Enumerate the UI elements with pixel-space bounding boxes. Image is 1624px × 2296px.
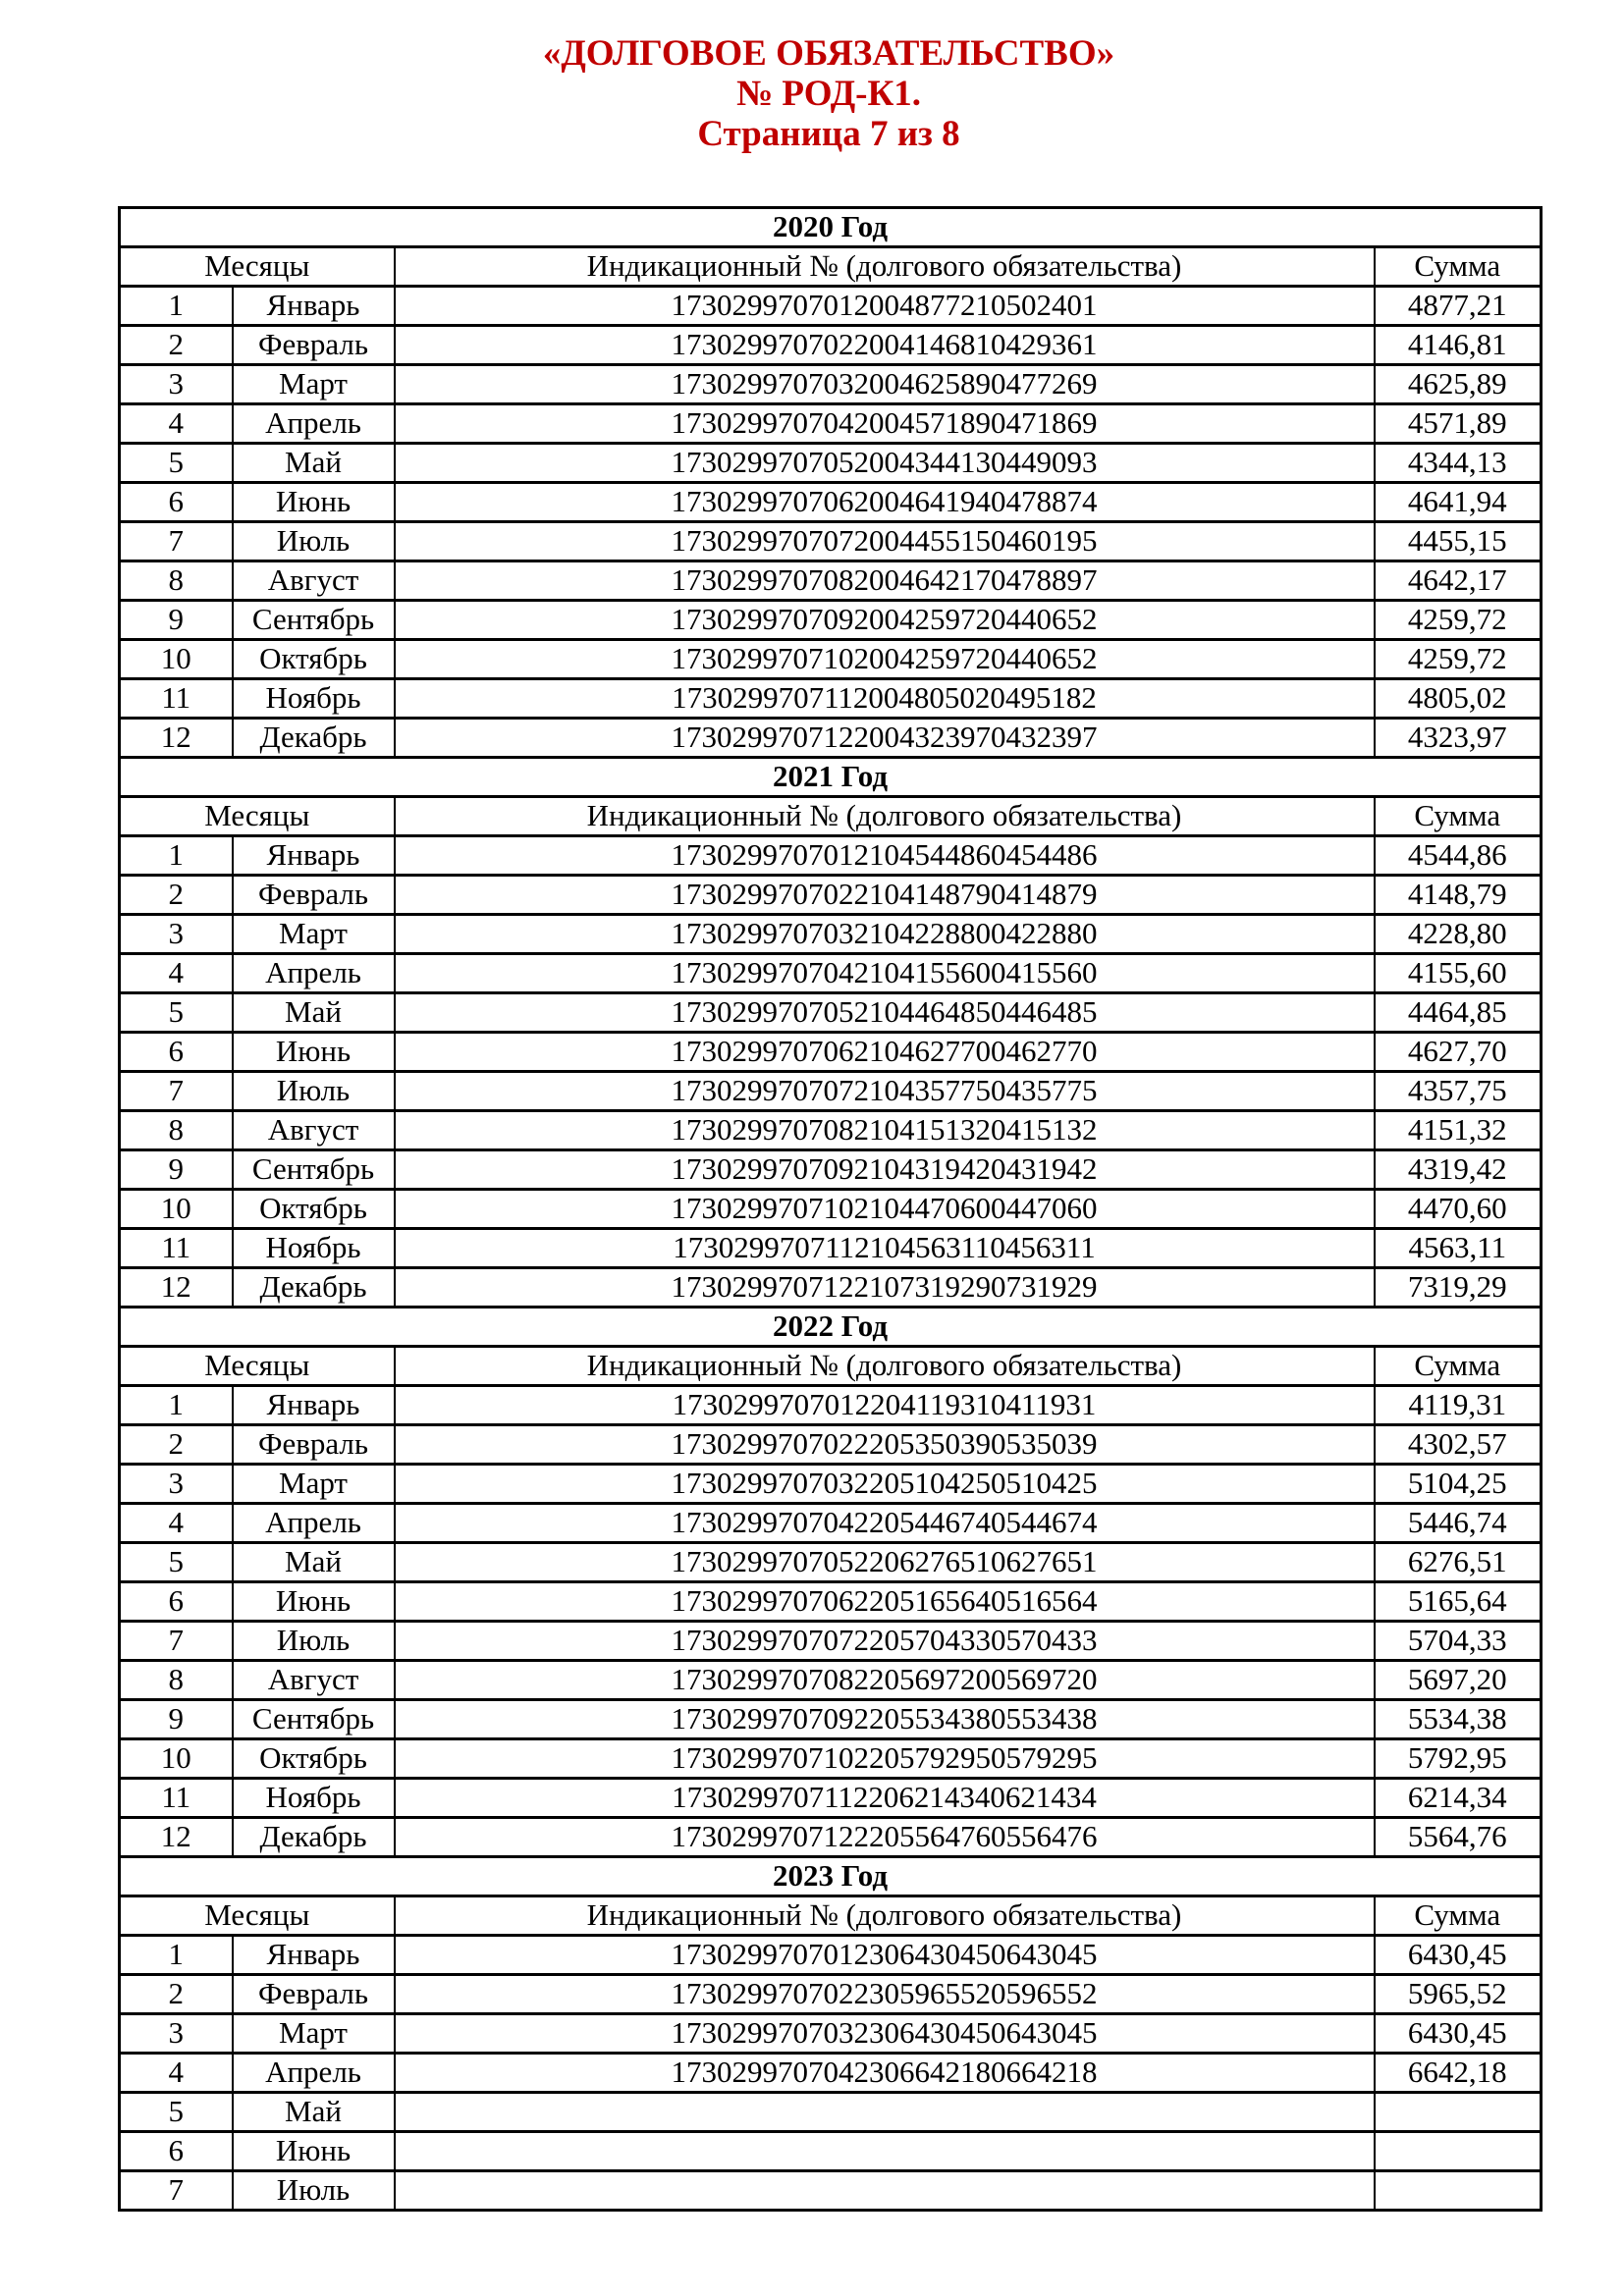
sum-cell: 4627,70 bbox=[1375, 1033, 1542, 1072]
sum-cell: 5165,64 bbox=[1375, 1582, 1542, 1622]
month-cell: Июль bbox=[233, 2171, 395, 2211]
table-row bbox=[120, 2054, 1542, 2093]
months-column-header: Месяцы bbox=[120, 797, 395, 836]
row-number-cell: 5 bbox=[120, 444, 233, 483]
sum-column-header: Сумма bbox=[1375, 797, 1542, 836]
sum-cell: 5704,33 bbox=[1375, 1622, 1542, 1661]
month-cell: Апрель bbox=[233, 404, 395, 444]
row-number-cell: 7 bbox=[120, 2171, 233, 2211]
table-row bbox=[120, 993, 1542, 1033]
year-header-cell: 2020 Год bbox=[120, 208, 1542, 247]
row-number-cell: 7 bbox=[120, 1622, 233, 1661]
indication-number-cell: 1730299707012204119310411931 bbox=[395, 1386, 1375, 1425]
indication-number-cell: 1730299707052004344130449093 bbox=[395, 444, 1375, 483]
table-row bbox=[120, 1386, 1542, 1425]
indication-number-cell: 1730299707032306430450643045 bbox=[395, 2014, 1375, 2054]
row-number-cell: 9 bbox=[120, 1150, 233, 1190]
sum-cell: 4544,86 bbox=[1375, 836, 1542, 876]
sum-cell: 4571,89 bbox=[1375, 404, 1542, 444]
row-number-cell: 9 bbox=[120, 1700, 233, 1739]
indication-number-cell: 1730299707122107319290731929 bbox=[395, 1268, 1375, 1308]
indication-number-cell: 1730299707042205446740544674 bbox=[395, 1504, 1375, 1543]
sum-cell bbox=[1375, 2171, 1542, 2211]
table-row bbox=[120, 1739, 1542, 1779]
row-number-cell: 6 bbox=[120, 483, 233, 522]
sum-cell: 4319,42 bbox=[1375, 1150, 1542, 1190]
page-indicator: Страница 7 из 8 bbox=[697, 114, 960, 154]
indication-column-header: Индикационный № (долгового обязательства) bbox=[395, 1347, 1375, 1386]
month-cell: Февраль bbox=[233, 876, 395, 915]
row-number-cell: 4 bbox=[120, 404, 233, 444]
indication-number-cell: 1730299707012104544860454486 bbox=[395, 836, 1375, 876]
indication-number-cell: 1730299707112206214340621434 bbox=[395, 1779, 1375, 1818]
table-row bbox=[120, 1700, 1542, 1739]
indication-number-cell: 1730299707032004625890477269 bbox=[395, 365, 1375, 404]
month-cell: Май bbox=[233, 2093, 395, 2132]
indication-number-cell: 1730299707072205704330570433 bbox=[395, 1622, 1375, 1661]
month-cell: Июль bbox=[233, 1072, 395, 1111]
month-cell: Июнь bbox=[233, 2132, 395, 2171]
indication-number-cell: 1730299707092004259720440652 bbox=[395, 601, 1375, 640]
row-number-cell: 1 bbox=[120, 1936, 233, 1975]
month-cell: Октябрь bbox=[233, 1739, 395, 1779]
table-row bbox=[120, 404, 1542, 444]
month-cell: Апрель bbox=[233, 1504, 395, 1543]
indication-number-cell: 1730299707022104148790414879 bbox=[395, 876, 1375, 915]
table-row bbox=[120, 2132, 1542, 2171]
table-row bbox=[120, 287, 1542, 326]
row-number-cell: 6 bbox=[120, 1033, 233, 1072]
sum-column-header: Сумма bbox=[1375, 247, 1542, 287]
sum-cell: 4151,32 bbox=[1375, 1111, 1542, 1150]
table-row bbox=[120, 679, 1542, 719]
row-number-cell: 8 bbox=[120, 561, 233, 601]
indication-number-cell: 1730299707052206276510627651 bbox=[395, 1543, 1375, 1582]
row-number-cell: 7 bbox=[120, 522, 233, 561]
sum-cell: 4259,72 bbox=[1375, 640, 1542, 679]
month-cell: Апрель bbox=[233, 954, 395, 993]
indication-number-cell bbox=[395, 2132, 1375, 2171]
indication-number-cell: 1730299707012306430450643045 bbox=[395, 1936, 1375, 1975]
row-number-cell: 2 bbox=[120, 1425, 233, 1465]
month-cell: Май bbox=[233, 993, 395, 1033]
sum-cell: 4259,72 bbox=[1375, 601, 1542, 640]
row-number-cell: 8 bbox=[120, 1111, 233, 1150]
month-cell: Август bbox=[233, 1661, 395, 1700]
month-cell: Март bbox=[233, 365, 395, 404]
sum-cell: 4148,79 bbox=[1375, 876, 1542, 915]
sum-cell: 5965,52 bbox=[1375, 1975, 1542, 2014]
table-row bbox=[120, 1072, 1542, 1111]
month-cell: Сентябрь bbox=[233, 1700, 395, 1739]
table-row bbox=[120, 1268, 1542, 1308]
sum-cell: 5697,20 bbox=[1375, 1661, 1542, 1700]
indication-number-cell bbox=[395, 2171, 1375, 2211]
column-header-row bbox=[120, 1896, 1542, 1936]
row-number-cell: 4 bbox=[120, 1504, 233, 1543]
row-number-cell: 2 bbox=[120, 326, 233, 365]
row-number-cell: 1 bbox=[120, 287, 233, 326]
table-row bbox=[120, 1111, 1542, 1150]
month-cell: Сентябрь bbox=[233, 1150, 395, 1190]
sum-cell: 4146,81 bbox=[1375, 326, 1542, 365]
month-cell: Апрель bbox=[233, 2054, 395, 2093]
year-header-row bbox=[120, 208, 1542, 247]
month-cell: Декабрь bbox=[233, 1268, 395, 1308]
year-header-cell: 2022 Год bbox=[120, 1308, 1542, 1347]
month-cell: Январь bbox=[233, 836, 395, 876]
table-row bbox=[120, 876, 1542, 915]
indication-number-cell: 1730299707042104155600415560 bbox=[395, 954, 1375, 993]
month-cell: Январь bbox=[233, 1936, 395, 1975]
months-column-header: Месяцы bbox=[120, 247, 395, 287]
sum-cell: 4155,60 bbox=[1375, 954, 1542, 993]
table-row bbox=[120, 1465, 1542, 1504]
indication-number-cell: 1730299707082004642170478897 bbox=[395, 561, 1375, 601]
indication-number-cell: 1730299707072104357750435775 bbox=[395, 1072, 1375, 1111]
month-cell: Январь bbox=[233, 287, 395, 326]
column-header-row bbox=[120, 1347, 1542, 1386]
month-cell: Июнь bbox=[233, 1033, 395, 1072]
column-header-row bbox=[120, 797, 1542, 836]
row-number-cell: 5 bbox=[120, 2093, 233, 2132]
sum-column-header: Сумма bbox=[1375, 1896, 1542, 1936]
row-number-cell: 12 bbox=[120, 1268, 233, 1308]
month-cell: Май bbox=[233, 444, 395, 483]
table-row bbox=[120, 1936, 1542, 1975]
indication-number-cell: 1730299707122004323970432397 bbox=[395, 719, 1375, 758]
sum-cell: 6642,18 bbox=[1375, 2054, 1542, 2093]
month-cell: Декабрь bbox=[233, 1818, 395, 1857]
month-cell: Май bbox=[233, 1543, 395, 1582]
sum-cell bbox=[1375, 2132, 1542, 2171]
table-row bbox=[120, 2093, 1542, 2132]
indication-column-header: Индикационный № (долгового обязательства) bbox=[395, 797, 1375, 836]
row-number-cell: 3 bbox=[120, 2014, 233, 2054]
debt-obligations-table bbox=[118, 206, 1543, 2212]
indication-number-cell: 1730299707022305965520596552 bbox=[395, 1975, 1375, 2014]
indication-number-cell: 1730299707042306642180664218 bbox=[395, 2054, 1375, 2093]
year-header-row bbox=[120, 1857, 1542, 1896]
table-row bbox=[120, 1190, 1542, 1229]
month-cell: Февраль bbox=[233, 1425, 395, 1465]
sum-cell: 7319,29 bbox=[1375, 1268, 1542, 1308]
row-number-cell: 8 bbox=[120, 1661, 233, 1700]
table-row bbox=[120, 1504, 1542, 1543]
sum-cell: 6214,34 bbox=[1375, 1779, 1542, 1818]
indication-column-header: Индикационный № (долгового обязательства) bbox=[395, 1896, 1375, 1936]
table-row bbox=[120, 1622, 1542, 1661]
indication-number-cell: 1730299707062104627700462770 bbox=[395, 1033, 1375, 1072]
row-number-cell: 10 bbox=[120, 1739, 233, 1779]
sum-cell: 4877,21 bbox=[1375, 287, 1542, 326]
row-number-cell: 2 bbox=[120, 876, 233, 915]
table-row bbox=[120, 1229, 1542, 1268]
row-number-cell: 11 bbox=[120, 1229, 233, 1268]
month-cell: Февраль bbox=[233, 326, 395, 365]
month-cell: Июнь bbox=[233, 483, 395, 522]
table-row bbox=[120, 1033, 1542, 1072]
indication-number-cell: 1730299707112004805020495182 bbox=[395, 679, 1375, 719]
indication-number-cell: 1730299707022205350390535039 bbox=[395, 1425, 1375, 1465]
table-row bbox=[120, 522, 1542, 561]
sum-cell: 4344,13 bbox=[1375, 444, 1542, 483]
sum-cell: 6276,51 bbox=[1375, 1543, 1542, 1582]
sum-cell: 6430,45 bbox=[1375, 1936, 1542, 1975]
sum-cell: 4464,85 bbox=[1375, 993, 1542, 1033]
row-number-cell: 12 bbox=[120, 1818, 233, 1857]
sum-cell: 5564,76 bbox=[1375, 1818, 1542, 1857]
indication-number-cell: 1730299707112104563110456311 bbox=[395, 1229, 1375, 1268]
row-number-cell: 9 bbox=[120, 601, 233, 640]
sum-cell: 4470,60 bbox=[1375, 1190, 1542, 1229]
row-number-cell: 3 bbox=[120, 365, 233, 404]
sum-cell: 4228,80 bbox=[1375, 915, 1542, 954]
indication-number-cell: 1730299707082205697200569720 bbox=[395, 1661, 1375, 1700]
table-row bbox=[120, 2014, 1542, 2054]
sum-cell: 4805,02 bbox=[1375, 679, 1542, 719]
row-number-cell: 11 bbox=[120, 1779, 233, 1818]
month-cell: Сентябрь bbox=[233, 601, 395, 640]
table-row bbox=[120, 561, 1542, 601]
month-cell: Март bbox=[233, 1465, 395, 1504]
indication-number-cell: 1730299707072004455150460195 bbox=[395, 522, 1375, 561]
year-header-row bbox=[120, 1308, 1542, 1347]
sum-cell: 5792,95 bbox=[1375, 1739, 1542, 1779]
row-number-cell: 10 bbox=[120, 1190, 233, 1229]
indication-number-cell: 1730299707012004877210502401 bbox=[395, 287, 1375, 326]
months-column-header: Месяцы bbox=[120, 1896, 395, 1936]
year-header-row bbox=[120, 758, 1542, 797]
month-cell: Декабрь bbox=[233, 719, 395, 758]
indication-number-cell: 1730299707032205104250510425 bbox=[395, 1465, 1375, 1504]
sum-cell: 5104,25 bbox=[1375, 1465, 1542, 1504]
indication-number-cell: 1730299707042004571890471869 bbox=[395, 404, 1375, 444]
row-number-cell: 7 bbox=[120, 1072, 233, 1111]
month-cell: Март bbox=[233, 915, 395, 954]
table-row bbox=[120, 836, 1542, 876]
row-number-cell: 5 bbox=[120, 993, 233, 1033]
sum-cell: 4625,89 bbox=[1375, 365, 1542, 404]
table-row bbox=[120, 954, 1542, 993]
row-number-cell: 10 bbox=[120, 640, 233, 679]
indication-number-cell: 1730299707062205165640516564 bbox=[395, 1582, 1375, 1622]
row-number-cell: 2 bbox=[120, 1975, 233, 2014]
indication-number-cell: 1730299707032104228800422880 bbox=[395, 915, 1375, 954]
month-cell: Ноябрь bbox=[233, 1779, 395, 1818]
row-number-cell: 1 bbox=[120, 836, 233, 876]
table-row bbox=[120, 915, 1542, 954]
sum-cell: 6430,45 bbox=[1375, 2014, 1542, 2054]
row-number-cell: 5 bbox=[120, 1543, 233, 1582]
document-header bbox=[118, 33, 1540, 154]
indication-number-cell: 1730299707122205564760556476 bbox=[395, 1818, 1375, 1857]
table-row bbox=[120, 444, 1542, 483]
document-title: «ДОЛГОВОЕ ОБЯЗАТЕЛЬСТВО» bbox=[542, 33, 1115, 74]
row-number-cell: 3 bbox=[120, 1465, 233, 1504]
row-number-cell: 12 bbox=[120, 719, 233, 758]
month-cell: Июнь bbox=[233, 1582, 395, 1622]
sum-cell: 4119,31 bbox=[1375, 1386, 1542, 1425]
row-number-cell: 4 bbox=[120, 2054, 233, 2093]
sum-cell: 5446,74 bbox=[1375, 1504, 1542, 1543]
table-row bbox=[120, 1779, 1542, 1818]
indication-number-cell: 1730299707102004259720440652 bbox=[395, 640, 1375, 679]
table-row bbox=[120, 483, 1542, 522]
sum-cell: 4323,97 bbox=[1375, 719, 1542, 758]
month-cell: Июль bbox=[233, 522, 395, 561]
indication-column-header: Индикационный № (долгового обязательства) bbox=[395, 247, 1375, 287]
indication-number-cell: 1730299707082104151320415132 bbox=[395, 1111, 1375, 1150]
column-header-row bbox=[120, 247, 1542, 287]
indication-number-cell: 1730299707092104319420431942 bbox=[395, 1150, 1375, 1190]
table-row bbox=[120, 326, 1542, 365]
sum-cell: 4302,57 bbox=[1375, 1425, 1542, 1465]
month-cell: Июль bbox=[233, 1622, 395, 1661]
indication-number-cell: 1730299707102205792950579295 bbox=[395, 1739, 1375, 1779]
table-row bbox=[120, 1150, 1542, 1190]
sum-cell: 4642,17 bbox=[1375, 561, 1542, 601]
sum-cell: 4357,75 bbox=[1375, 1072, 1542, 1111]
month-cell: Ноябрь bbox=[233, 1229, 395, 1268]
row-number-cell: 1 bbox=[120, 1386, 233, 1425]
sum-cell: 5534,38 bbox=[1375, 1700, 1542, 1739]
month-cell: Февраль bbox=[233, 1975, 395, 2014]
document-number: № РОД-К1. bbox=[735, 74, 922, 114]
month-cell: Март bbox=[233, 2014, 395, 2054]
month-cell: Август bbox=[233, 561, 395, 601]
row-number-cell: 6 bbox=[120, 1582, 233, 1622]
sum-column-header: Сумма bbox=[1375, 1347, 1542, 1386]
table-row bbox=[120, 1543, 1542, 1582]
table-row bbox=[120, 1425, 1542, 1465]
indication-number-cell: 1730299707062004641940478874 bbox=[395, 483, 1375, 522]
month-cell: Ноябрь bbox=[233, 679, 395, 719]
month-cell: Октябрь bbox=[233, 1190, 395, 1229]
sum-cell: 4563,11 bbox=[1375, 1229, 1542, 1268]
month-cell: Октябрь bbox=[233, 640, 395, 679]
months-column-header: Месяцы bbox=[120, 1347, 395, 1386]
table-row bbox=[120, 640, 1542, 679]
indication-number-cell: 1730299707022004146810429361 bbox=[395, 326, 1375, 365]
month-cell: Август bbox=[233, 1111, 395, 1150]
sum-cell: 4455,15 bbox=[1375, 522, 1542, 561]
table-row bbox=[120, 1818, 1542, 1857]
table-row bbox=[120, 2171, 1542, 2211]
table-row bbox=[120, 719, 1542, 758]
year-header-cell: 2021 Год bbox=[120, 758, 1542, 797]
row-number-cell: 3 bbox=[120, 915, 233, 954]
sum-cell: 4641,94 bbox=[1375, 483, 1542, 522]
debt-table-body bbox=[120, 208, 1542, 2211]
table-row bbox=[120, 365, 1542, 404]
row-number-cell: 11 bbox=[120, 679, 233, 719]
table-row bbox=[120, 601, 1542, 640]
indication-number-cell bbox=[395, 2093, 1375, 2132]
indication-number-cell: 1730299707102104470600447060 bbox=[395, 1190, 1375, 1229]
table-row bbox=[120, 1975, 1542, 2014]
indication-number-cell: 1730299707052104464850446485 bbox=[395, 993, 1375, 1033]
year-header-cell: 2023 Год bbox=[120, 1857, 1542, 1896]
sum-cell bbox=[1375, 2093, 1542, 2132]
row-number-cell: 4 bbox=[120, 954, 233, 993]
table-row bbox=[120, 1582, 1542, 1622]
month-cell: Январь bbox=[233, 1386, 395, 1425]
row-number-cell: 6 bbox=[120, 2132, 233, 2171]
table-row bbox=[120, 1661, 1542, 1700]
indication-number-cell: 1730299707092205534380553438 bbox=[395, 1700, 1375, 1739]
